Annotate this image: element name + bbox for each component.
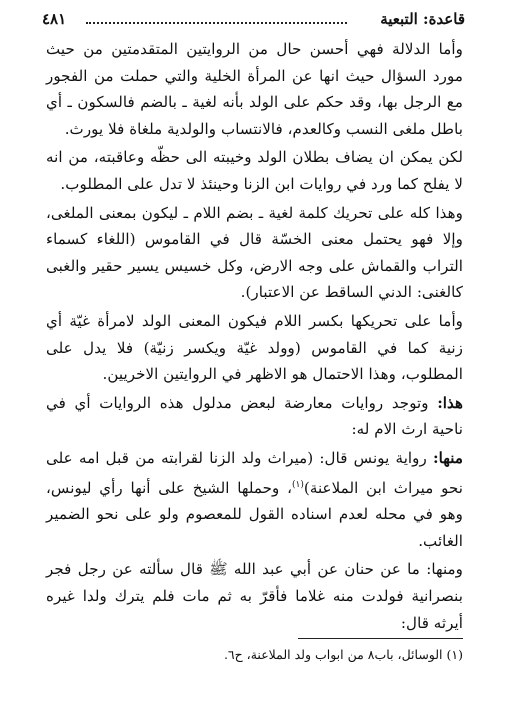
paragraph: [46, 390, 463, 443]
paragraph: [46, 200, 463, 306]
paragraph: [46, 556, 463, 636]
paragraph-lead: منها:: [433, 448, 463, 467]
paragraph-text: لكن يمكن ان يضاف بطلان الولد وخيبته الى حظّه وعاقبته، من انه لا يفلح كما ورد في روايات ابن الزنا وحينئذ لا تدل على المطلوب.: [46, 148, 463, 193]
paragraph-text: وأما الدلالة فهي أحسن حال من الروايتين المتقدمتين من حيث مورد السؤال حيث انها عن المرأة الخلية والتي حملت من الفجور مع الرجل بها، وقد حكم على الولد بأنه لغية ـ بالضم فالسكون ـ أي باطل ملغى النسب وكالعدم، فالانتساب والولدية ملغاة فلا يورث.: [46, 40, 463, 138]
running-title: قاعدة: التبعية: [380, 10, 465, 28]
paragraph-text: رواية يونس قال: (ميراث ولد الزنا لقرابته من قبل امه على نحو ميراث ابن الملاعنة): [46, 448, 463, 497]
paragraph-text: وأما على تحريكها بكسر اللام فيكون المعنى الولد لامرأة غيّة أي زنية كما في القاموس (وولد غيّة ويكسر زنيّة) فلا يدل على المطلوب، وهذا الاحتمال هو الاظهر في الروايتين الاخريين.: [46, 311, 463, 384]
paragraph: [46, 144, 463, 197]
paragraph-text: وهذا كله على تحريك كلمة لغية ـ بضم اللام ـ ليكون بمعنى الملغى، وإلا فهو يحتمل معنى الخسّة قال في القاموس (اللغاء كسماء التراب والقماش على وجه الارض، وكل خسيس يسير حقير والغبى كالغنى: الدني الساقط عن الاعتبار).: [46, 203, 463, 302]
page-body: [46, 36, 463, 638]
paragraph: [46, 445, 463, 554]
paragraph-text-continued: ، وحملها الشيخ على أنها رأي ليونس، وهو في محله لعدم اسناده القول للمعصوم ولو على نحو الضمير الغائب.: [46, 478, 463, 550]
paragraph-text: ومنها: ما عن حنان عن أبي عبد الله ﷺ قال سألته عن رجل فجر بنصرانية فولدت منه غلاما فأقرّ به ثم مات فلم يترك ولدا غيره أيرثه قال:: [46, 560, 463, 632]
paragraph: [46, 308, 463, 388]
paragraph: [46, 36, 463, 142]
footnote: (١) الوسائل، باب٨ من ابواب ولد الملاعنة، ح٦.: [223, 647, 463, 662]
footnote-reference[interactable]: (١): [292, 479, 304, 490]
footnote-separator: [298, 638, 463, 639]
paragraph-text: وتوجد روايات معارضة لبعض مدلول هذه الروايات أي في ناحية ارث الام له:: [46, 393, 463, 439]
paragraph-lead: هذا:: [437, 393, 463, 412]
page-header: [42, 8, 465, 32]
header-dotted-leader: [86, 22, 347, 24]
page-number: ٤٨١: [42, 10, 67, 28]
